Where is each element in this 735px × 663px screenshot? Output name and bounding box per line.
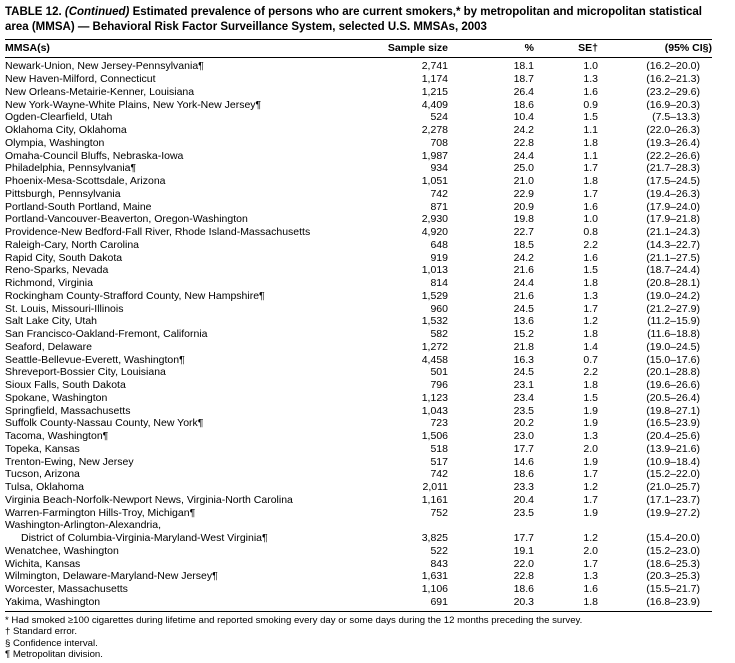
mmsa-name-cell: Spokane, Washington [5,391,108,404]
table-row [5,264,712,277]
sample-size-cell: 4,409 [421,98,448,111]
table-title [5,5,712,34]
table-row [5,58,712,73]
ci-cell: (17.9–21.8) [646,213,700,226]
table-row [5,405,712,418]
table-row [5,137,712,150]
percent-cell: 23.3 [513,481,534,494]
ci-cell: (19.3–26.4) [646,136,700,149]
se-cell: 1.6 [583,85,598,98]
se-cell: 1.6 [583,200,598,213]
ci-cell: (21.1–27.5) [646,251,700,264]
mmsa-name-cell: New Orleans-Metairie-Kenner, Louisiana [5,85,195,98]
table-row [5,570,712,583]
ci-cell: (21.1–24.3) [646,226,700,239]
mmsa-name-cell: Providence-New Bedford-Fall River, Rhode Island-Massachusetts [5,226,311,239]
sample-size-cell: 1,272 [421,340,448,353]
mmsa-name-cell: Springfield, Massachusetts [5,404,131,417]
ci-cell: (21.0–25.7) [646,481,700,494]
sample-size-cell: 518 [430,442,448,455]
ci-cell: (16.2–20.0) [646,60,700,73]
table-row [5,468,712,481]
se-cell: 1.2 [583,481,598,494]
se-cell: 1.8 [583,595,598,608]
percent-cell: 24.2 [513,251,534,264]
se-cell: 0.7 [583,353,598,366]
mmsa-name-cell: Phoenix-Mesa-Scottsdale, Arizona [5,175,166,188]
percent-cell: 23.1 [513,379,534,392]
se-cell: 1.6 [583,251,598,264]
table-row [5,596,712,611]
se-cell: 1.8 [583,277,598,290]
mmsa-name-cell: Omaha-Council Bluffs, Nebraska-Iowa [5,149,184,162]
se-cell: 1.3 [583,289,598,302]
ci-cell: (19.6–26.6) [646,379,700,392]
sample-size-cell: 742 [430,187,448,200]
mmsa-name-cell: Virginia Beach-Norfolk-Newport News, Virginia-North Carolina [5,493,293,506]
se-cell: 1.8 [583,136,598,149]
mmsa-name-cell: Ogden-Clearfield, Utah [5,111,113,124]
header-ci: (95% CI§) [598,40,712,58]
sample-size-cell: 2,278 [421,124,448,137]
table-row [5,519,712,532]
ci-cell: (7.5–13.3) [652,111,700,124]
percent-cell: 24.4 [513,277,534,290]
se-cell: 1.2 [583,315,598,328]
percent-cell: 17.7 [513,532,534,545]
mmsa-name-cell: Newark-Union, New Jersey-Pennsylvania¶ [5,60,204,73]
table-row [5,226,712,239]
header-se: SE† [534,40,598,58]
sample-size-cell: 648 [430,238,448,251]
mmsa-name-cell: Pittsburgh, Pennsylvania [5,187,121,200]
table-row [5,443,712,456]
mmsa-name-cell: Tulsa, Oklahoma [5,481,84,494]
mmsa-name-cell: Oklahoma City, Oklahoma [5,124,127,137]
table-row [5,175,712,188]
se-cell: 2.2 [583,238,598,251]
se-cell: 1.4 [583,340,598,353]
sample-size-cell: 1,174 [421,73,448,86]
mmsa-name-cell: Suffolk County-Nassau County, New York¶ [5,417,204,430]
table-continued-label: (Continued) [64,6,130,18]
table-row [5,392,712,405]
percent-cell: 24.2 [513,124,534,137]
percent-cell: 23.4 [513,391,534,404]
se-cell: 1.9 [583,506,598,519]
ci-cell: (17.1–23.7) [646,493,700,506]
se-cell: 1.0 [583,213,598,226]
se-cell: 1.0 [583,60,598,73]
table-row [5,481,712,494]
footnote-standard-error: † Standard error. [5,626,77,638]
header-percent: % [448,40,534,58]
mmsa-name-cell: San Francisco-Oakland-Fremont, California [5,328,208,341]
ci-cell: (22.0–26.3) [646,124,700,137]
sample-size-cell: 708 [430,136,448,149]
mmsa-name-cell: New Haven-Milford, Connecticut [5,73,156,86]
percent-cell: 18.6 [513,583,534,596]
sample-size-cell: 2,930 [421,213,448,226]
ci-cell: (18.7–24.4) [646,264,700,277]
table-row [5,456,712,469]
mmsa-name-cell: Raleigh-Cary, North Carolina [5,238,140,251]
ci-cell: (15.5–21.7) [646,583,700,596]
ci-cell: (19.0–24.2) [646,289,700,302]
ci-cell: (20.8–28.1) [646,277,700,290]
table-header [5,40,712,58]
table-row [5,86,712,99]
footnote-metropolitan-division: ¶ Metropolitan division. [5,649,103,661]
percent-cell: 20.9 [513,200,534,213]
percent-cell: 22.7 [513,226,534,239]
se-cell: 1.7 [583,468,598,481]
percent-cell: 23.5 [513,506,534,519]
percent-cell [448,519,534,532]
sample-size-cell: 843 [430,557,448,570]
table-row [5,124,712,137]
ci-cell: (22.2–26.6) [646,149,700,162]
sample-size-cell: 934 [430,162,448,175]
sample-size-cell: 1,043 [421,404,448,417]
percent-cell: 26.4 [513,85,534,98]
mmsa-name-cell: St. Louis, Missouri-Illinois [5,302,124,315]
ci-cell: (17.5–24.5) [646,175,700,188]
table-row [5,507,712,520]
sample-size-cell: 919 [430,251,448,264]
sample-size-cell: 1,506 [421,430,448,443]
se-cell: 1.9 [583,455,598,468]
se-cell: 1.7 [583,187,598,200]
ci-cell: (11.2–15.9) [647,315,700,328]
mmsa-name-cell: Topeka, Kansas [5,442,80,455]
sample-size-cell: 522 [430,544,448,557]
sample-size-cell: 4,458 [421,353,448,366]
se-cell [534,519,598,532]
table-row [5,341,712,354]
mmsa-name-cell: Trenton-Ewing, New Jersey [5,455,134,468]
sample-size-cell: 871 [430,200,448,213]
se-cell: 1.6 [583,583,598,596]
sample-size-cell: 4,920 [421,226,448,239]
ci-cell: (18.6–25.3) [646,557,700,570]
table-row [5,379,712,392]
ci-cell: (19.8–27.1) [646,404,700,417]
sample-size-cell: 691 [430,595,448,608]
ci-cell: (16.8–23.9) [646,595,700,608]
mmsa-name-cell: New York-Wayne-White Plains, New York-New Jersey¶ [5,98,262,111]
mmsa-name-cell: Wilmington, Delaware-Maryland-New Jersey¶ [5,570,218,583]
table-row [5,583,712,596]
header-sample-size: Sample size [370,40,448,58]
sample-size-cell: 1,215 [421,85,448,98]
mmsa-name-cell: Worcester, Massachusetts [5,583,128,596]
table-row [5,558,712,571]
se-cell: 1.7 [583,557,598,570]
percent-cell: 20.2 [513,417,534,430]
ci-cell: (15.4–20.0) [646,532,700,545]
percent-cell: 13.6 [513,315,534,328]
sample-size-cell: 742 [430,468,448,481]
mmsa-name-cell: Rapid City, South Dakota [5,251,123,264]
ci-cell: (15.2–23.0) [646,544,700,557]
mmsa-name-cell: Portland-Vancouver-Beaverton, Oregon-Washington [5,213,248,226]
ci-cell: (17.9–24.0) [646,200,700,213]
percent-cell: 21.8 [513,340,534,353]
sample-size-cell: 1,123 [421,391,448,404]
percent-cell: 21.0 [513,175,534,188]
sample-size-cell: 1,013 [421,264,448,277]
se-cell: 0.8 [583,226,598,239]
sample-size-cell: 752 [430,506,448,519]
percent-cell: 16.3 [513,353,534,366]
se-cell: 1.5 [583,111,598,124]
mmsa-name-cell: Portland-South Portland, Maine [5,200,152,213]
sample-size-cell: 1,987 [421,149,448,162]
percent-cell: 23.0 [513,430,534,443]
table-row [5,532,712,545]
ci-cell: (19.0–24.5) [646,340,700,353]
table-row [5,73,712,86]
percent-cell: 18.6 [513,98,534,111]
ci-cell: (16.5–23.9) [646,417,700,430]
sample-size-cell: 1,529 [421,289,448,302]
percent-cell: 18.7 [513,73,534,86]
sample-size-cell: 1,161 [421,493,448,506]
prevalence-table [5,39,712,611]
se-cell: 2.0 [583,544,598,557]
sample-size-cell: 723 [430,417,448,430]
se-cell: 1.8 [583,379,598,392]
sample-size-cell: 960 [430,302,448,315]
percent-cell: 25.0 [513,162,534,175]
percent-cell: 17.7 [513,442,534,455]
mmsa-name-cell: Sioux Falls, South Dakota [5,379,126,392]
table-body [5,58,712,611]
se-cell: 1.1 [583,149,598,162]
se-cell: 1.5 [583,391,598,404]
ci-cell: (21.2–27.9) [646,302,700,315]
table-row [5,213,712,226]
mmsa-name-cell: Rockingham County-Strafford County, New Hampshire¶ [5,289,265,302]
sample-size-cell: 2,011 [422,481,448,494]
sample-size-cell: 1,106 [421,583,448,596]
ci-cell: (15.2–22.0) [646,468,700,481]
ci-cell: (21.7–28.3) [646,162,700,175]
ci-cell: (20.3–25.3) [646,570,700,583]
sample-size-cell: 1,051 [421,175,448,188]
footnote-confidence-interval: § Confidence interval. [5,637,98,649]
mmsa-name-cell: Seaford, Delaware [5,340,92,353]
percent-cell: 20.4 [513,493,534,506]
se-cell: 1.8 [583,328,598,341]
sample-size-cell: 524 [430,111,448,124]
table-row [5,252,712,265]
table-row [5,111,712,124]
ci-cell: (16.9–20.3) [646,98,700,111]
ci-cell: (20.5–26.4) [646,391,700,404]
sample-size-cell: 1,532 [421,315,448,328]
ci-cell [598,519,712,532]
sample-size-cell: 582 [430,328,448,341]
footnotes [5,615,712,661]
ci-cell: (13.9–21.6) [646,442,700,455]
table-row [5,99,712,112]
se-cell: 1.3 [583,73,598,86]
mmsa-name-cell: Wichita, Kansas [5,557,81,570]
table-number-label: TABLE 12. [5,6,62,18]
se-cell: 1.5 [583,264,598,277]
percent-cell: 18.6 [513,468,534,481]
mmsa-name-cell: Washington-Arlington-Alexandria, [5,519,162,532]
table-row [5,188,712,201]
se-cell: 1.9 [583,404,598,417]
table-row [5,328,712,341]
percent-cell: 24.5 [513,366,534,379]
percent-cell: 18.5 [513,238,534,251]
percent-cell: 24.5 [513,302,534,315]
mmsa-name-cell: Olympia, Washington [5,136,105,149]
table-row [5,150,712,163]
mmsa-name-cell: Philadelphia, Pennsylvania¶ [5,162,137,175]
header-mmsa: MMSA(s) [5,40,370,58]
percent-cell: 20.3 [513,595,534,608]
percent-cell: 22.0 [513,557,534,570]
table-row [5,545,712,558]
sample-size-cell: 517 [430,455,448,468]
sample-size-cell: 501 [430,366,448,379]
ci-cell: (14.3–22.7) [646,238,700,251]
sample-size-cell: 796 [430,379,448,392]
se-cell: 0.9 [583,98,598,111]
table-row [5,430,712,443]
mmsa-name-cell: Salt Lake City, Utah [5,315,98,328]
percent-cell: 10.4 [513,111,534,124]
mmsa-name-cell: Seattle-Bellevue-Everett, Washington¶ [5,353,185,366]
table-title-text: Estimated prevalence of persons who are current smokers,* by metropolitan and micropolitan statistical area (MMSA) — Behavioral Risk Factor Surveillance System, selected U.S. MMSAs, 2003 [5,6,703,33]
table-row [5,303,712,316]
ci-cell: (10.9–18.4) [646,455,700,468]
se-cell: 1.7 [583,493,598,506]
ci-cell: (19.9–27.2) [646,506,700,519]
percent-cell: 15.2 [513,328,534,341]
table-row [5,162,712,175]
sample-size-cell: 1,631 [421,570,448,583]
se-cell: 1.7 [583,162,598,175]
mmsa-name-cell: Shreveport-Bossier City, Louisiana [5,366,166,379]
percent-cell: 22.9 [513,187,534,200]
percent-cell: 24.4 [513,149,534,162]
table-row [5,366,712,379]
table-row [5,417,712,430]
table-row [5,315,712,328]
se-cell: 1.3 [583,570,598,583]
footnote-smoked-definition: * Had smoked ≥100 cigarettes during lifetime and reported smoking every day or some days during the 12 months preceding the survey. [5,614,583,626]
percent-cell: 19.8 [513,213,534,226]
percent-cell: 21.6 [513,264,534,277]
se-cell: 2.0 [583,442,598,455]
table-row [5,354,712,367]
percent-cell: 22.8 [513,570,534,583]
sample-size-cell: 3,825 [421,532,448,545]
ci-cell: (19.4–26.3) [646,187,700,200]
percent-cell: 18.1 [513,60,534,73]
mmsa-name-cell: Warren-Farmington Hills-Troy, Michigan¶ [5,506,196,519]
se-cell: 1.1 [583,124,598,137]
ci-cell: (23.2–29.6) [646,85,700,98]
mmsa-name-cell: Richmond, Virginia [5,277,93,290]
se-cell: 1.8 [583,175,598,188]
se-cell: 1.3 [583,430,598,443]
ci-cell: (20.1–28.8) [646,366,700,379]
mmsa-name-cell: Tacoma, Washington¶ [5,430,109,443]
mmsa-name-cell: Tucson, Arizona [5,468,80,481]
se-cell: 1.7 [583,302,598,315]
se-cell: 1.9 [583,417,598,430]
sample-size-cell: 2,741 [421,60,448,73]
header-row [5,40,712,58]
ci-cell: (16.2–21.3) [646,73,700,86]
mmsa-name-cell: Wenatchee, Washington [5,544,119,557]
percent-cell: 23.5 [513,404,534,417]
table-row [5,239,712,252]
sample-size-cell [370,519,448,532]
table-row [5,494,712,507]
percent-cell: 21.6 [513,289,534,302]
mmsa-name-cell: Reno-Sparks, Nevada [5,264,109,277]
percent-cell: 19.1 [513,544,534,557]
percent-cell: 14.6 [513,455,534,468]
se-cell: 1.2 [583,532,598,545]
table-row [5,201,712,214]
sample-size-cell: 814 [430,277,448,290]
se-cell: 2.2 [583,366,598,379]
table-row [5,277,712,290]
ci-cell: (11.6–18.8) [647,328,700,341]
ci-cell: (20.4–25.6) [646,430,700,443]
percent-cell: 22.8 [513,136,534,149]
table-row [5,290,712,303]
ci-cell: (15.0–17.6) [646,353,700,366]
mmsa-name-cell: Yakima, Washington [5,595,101,608]
mmsa-name-cell: District of Columbia-Virginia-Maryland-West Virginia¶ [21,532,268,545]
